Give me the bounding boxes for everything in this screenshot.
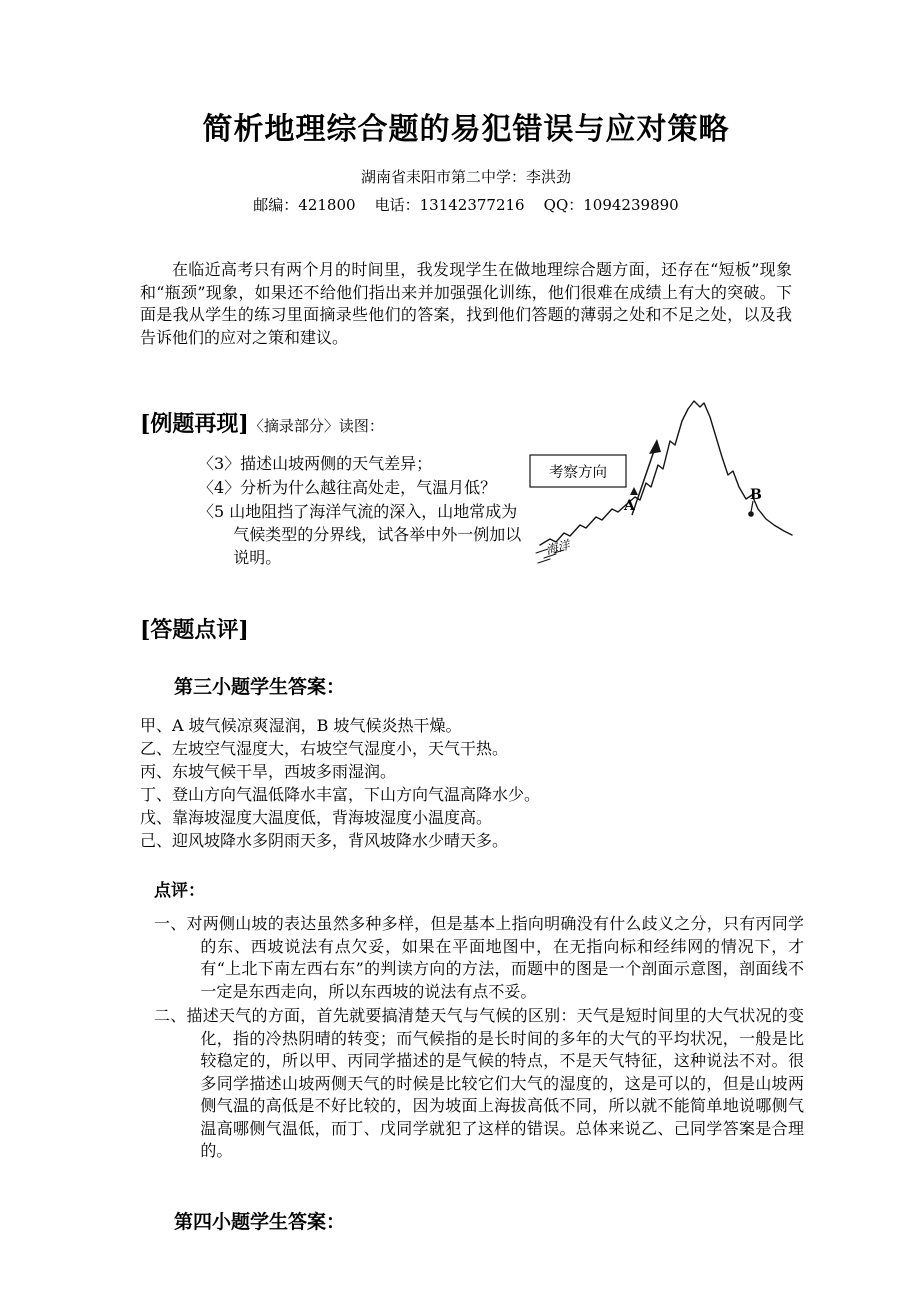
answer-wu: 戊、靠海坡湿度大温度低，背海坡湿度小温度高。 xyxy=(140,808,493,827)
example-header-bracket: [例题再现] xyxy=(140,411,249,437)
question-item-5: 〈5 山地阻挡了海洋气流的深入，山地常成为气候类型的分界线，试各举中外一例加以说明。 xyxy=(198,502,522,567)
comment-1-number: 一、 xyxy=(154,914,187,933)
review-section-header: [答题点评] xyxy=(140,617,249,643)
q3-answers-header: 第三小题学生答案： xyxy=(174,676,346,698)
sea-label: 海洋 xyxy=(544,537,572,558)
comment-header: 点评： xyxy=(154,881,205,901)
question-item-4: 〈4〉分析为什么越往高处走，气温月低？ xyxy=(198,478,497,497)
ascent-arrow-icon xyxy=(632,445,656,515)
question-item-3: 〈3〉描述山坡两侧的天气差异； xyxy=(198,454,433,473)
comment-item-2 xyxy=(154,1005,804,1163)
q4-answers-header: 第四小题学生答案： xyxy=(174,1210,346,1233)
q3-answer-list xyxy=(140,715,792,852)
answer-ji: 己、迎风坡降水多阴雨天多，背风坡降水少晴天多。 xyxy=(140,831,509,850)
example-header-note: 〈摘录部分〉读图： xyxy=(248,417,384,435)
answer-yi: 乙、左坡空气湿度大，右坡空气湿度小，天气干热。 xyxy=(140,739,509,758)
point-b-marker xyxy=(748,511,754,517)
point-b-label: B xyxy=(750,487,762,503)
answer-bing: 丙、东坡气候干旱，西坡多雨湿润。 xyxy=(140,762,397,781)
example-section xyxy=(140,407,792,585)
author-line: 湖南省耒阳市第二中学：李洪劲 xyxy=(360,168,571,186)
ascent-arrow-head xyxy=(649,439,661,454)
answer-jia: 甲、A 坡气候凉爽湿润，B 坡气候炎热干燥。 xyxy=(140,716,462,735)
contact-line: 邮编：421800 电话：13142377216 QQ：1094239890 xyxy=(253,196,679,214)
answer-ding: 丁、登山方向气温低降水丰富，下山方向气温高降水少。 xyxy=(140,785,541,804)
mountain-profile-figure xyxy=(528,393,810,565)
page-title: 简析地理综合题的易犯错误与应对策略 xyxy=(202,112,730,147)
comment-list xyxy=(154,913,804,1163)
point-a-label: A xyxy=(624,498,635,514)
comment-item-1 xyxy=(154,913,804,1003)
point-a-marker xyxy=(630,487,638,495)
comment-2-number: 二、 xyxy=(154,1006,187,1025)
mountain-sketch xyxy=(528,393,810,565)
comment-1-text: 对两侧山坡的表达虽然多种多样，但是基本上指向明确没有什么歧义之分，只有丙同学的东、西坡说法有点欠妥，如果在平面地图中，在无指向标和经纬网的情况下，才有“上北下南左西右东”的判读方向的方法，而题中的图是一个剖面示意图，剖面线不一定是东西走向，所以东西坡的说法有点不妥。 xyxy=(186,914,804,1001)
survey-direction-label: 考察方向 xyxy=(549,465,607,481)
comment-2-text: 描述天气的方面，首先就要搞清楚天气与气候的区别：天气是短时间里的大气状况的变化，指的冷热阴晴的转变；而气候指的是长时间的多年的大气的平均状况，一般是比较稳定的，所以甲、丙同学描述的是气候的特点，不是天气特征，这种说法不对。很多同学描述山坡两侧天气的时候是比较它们大气的湿度的，这是可以的，但是山坡两侧气温的高低是不好比较的，因为坡面上海拔高低不同，所以就不能简单地说哪侧气温高哪侧气温低，而丁、戊同学就犯了这样的错误。总体来说乙、己同学答案是合理的。 xyxy=(186,1006,804,1160)
intro-paragraph: 在临近高考只有两个月的时间里，我发现学生在做地理综合题方面，还存在“短板”现象和“瓶颈”现象，如果还不给他们指出来并加强强化训练，他们很难在成绩上有大的突破。下面是我从学生的练习里面摘录些他们的答案，找到他们答题的薄弱之处和不足之处，以及我告诉他们的应对之策和建议。 xyxy=(140,260,792,347)
question-list xyxy=(198,452,530,569)
